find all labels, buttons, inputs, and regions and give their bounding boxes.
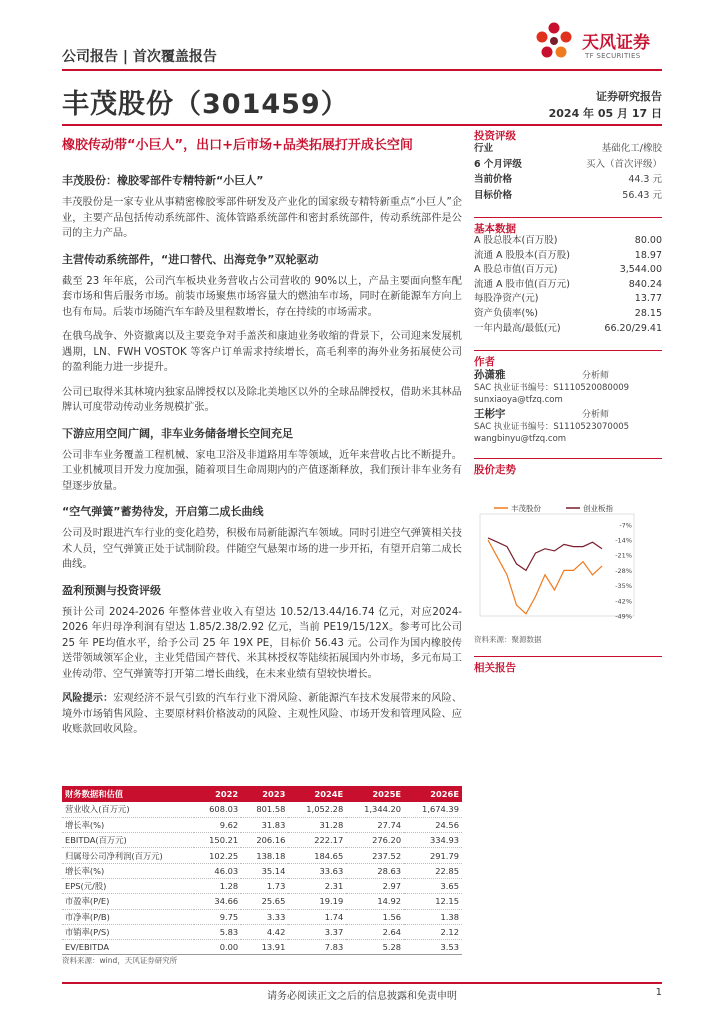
table-row xyxy=(62,924,462,939)
author-cert: SAC 执业证书编号：S1110523070005 xyxy=(474,422,630,433)
report-label: 证券研究报告 xyxy=(596,90,662,103)
section-title: 丰茂股份：橡胶零部件专精特新“小巨人” xyxy=(62,174,264,187)
basic-row: 资产负债率(%) 28.15 xyxy=(474,307,662,319)
price-trend-chart xyxy=(474,504,662,624)
author-email[interactable]: wangbinyu@tfzq.com xyxy=(474,434,567,445)
table-cell: 138.18 xyxy=(241,848,288,863)
headline: 橡胶传动带“小巨人”，出口+后市场+品类拓展打开成长空间 xyxy=(62,138,413,153)
y-tick-label: -14% xyxy=(615,536,632,545)
table-cell: 1.74 xyxy=(288,909,346,924)
logo-text: 天风证券 xyxy=(582,33,650,53)
table-cell: 608.03 xyxy=(194,802,241,817)
table-row xyxy=(62,909,462,924)
table-row-label: EV/EBITDA xyxy=(62,940,194,955)
table-row-label: EBITDA(百万元) xyxy=(62,833,194,848)
table-cell: 13.91 xyxy=(241,940,288,955)
logo-subtext: TF SECURITIES xyxy=(585,52,641,60)
table-cell: 31.83 xyxy=(241,817,288,832)
table-cell: 7.83 xyxy=(288,940,346,955)
table-cell: 12.15 xyxy=(404,894,462,909)
table-cell: 3.53 xyxy=(404,940,462,955)
author-name: 王彬宇 xyxy=(474,408,506,421)
table-row xyxy=(62,848,462,863)
table-cell: 9.75 xyxy=(194,909,241,924)
y-tick-label: -42% xyxy=(615,597,632,606)
table-row xyxy=(62,894,462,909)
author-cert: SAC 执业证书编号：S1110520080009 xyxy=(474,383,630,394)
table-row-label: 市销率(P/S) xyxy=(62,924,194,939)
table-cell: 206.16 xyxy=(241,833,288,848)
table-cell: 14.92 xyxy=(346,894,404,909)
table-cell: 1.28 xyxy=(194,878,241,893)
body-column xyxy=(62,172,462,747)
table-cell: 276.20 xyxy=(346,833,404,848)
table-cell: 34.66 xyxy=(194,894,241,909)
footer-divider xyxy=(62,982,662,984)
table-cell: 46.03 xyxy=(194,863,241,878)
basic-row: A 股总股本(百万股) 80.00 xyxy=(474,235,662,246)
table-header-year: 2026E xyxy=(404,786,462,802)
table-cell: 1.56 xyxy=(346,909,404,924)
table-cell: 3.65 xyxy=(404,878,462,893)
table-cell: 28.63 xyxy=(346,863,404,878)
section-title: 下游应用空间广阔，非车业务储备增长空间充足 xyxy=(62,426,293,440)
table-row xyxy=(62,833,462,848)
author-name: 孙潇雅 xyxy=(474,369,506,382)
table-cell: 1,052.28 xyxy=(288,802,346,817)
table-row-label: 归属母公司净利润(百万元) xyxy=(62,848,194,863)
table-header-year: 2022 xyxy=(194,786,241,802)
author-row xyxy=(474,406,662,421)
table-cell: 1,674.39 xyxy=(404,802,462,817)
table-cell: 2.31 xyxy=(288,878,346,893)
related-section xyxy=(474,656,662,673)
table-row xyxy=(62,940,462,955)
tf-logo-icon xyxy=(532,20,576,64)
company-title: 丰茂股份（301459） xyxy=(62,89,349,120)
rating-row: 当前价格 44.3 元 xyxy=(474,174,662,185)
report-type: 公司报告 | 首次覆盖报告 xyxy=(62,49,217,65)
table-cell: 5.83 xyxy=(194,924,241,939)
table-cell: 334.93 xyxy=(404,833,462,848)
paragraph: 公司已取得米其林境内独家品牌授权以及除北美地区以外的全球品牌授权，借助米其林品牌认可度带动传动业务规模扩张。 xyxy=(62,386,462,413)
basic-row: 流通 A 股市值(百万元) 840.24 xyxy=(474,278,662,290)
sidebar xyxy=(474,124,662,475)
table-cell: 801.58 xyxy=(241,802,288,817)
table-cell: 3.33 xyxy=(241,909,288,924)
section-title: 盈利预测与投资评级 xyxy=(62,583,161,597)
rating-row: 目标价格 56.43 元 xyxy=(474,189,662,201)
table-cell: 2.97 xyxy=(346,878,404,893)
table-cell: 1.38 xyxy=(404,909,462,924)
chart-source: 资料来源：聚源数据 xyxy=(474,635,542,644)
table-cell: 24.56 xyxy=(404,817,462,832)
paragraph: 丰茂股份是一家专业从事精密橡胶零部件研发及产业化的国家级专精特新重点“小巨人”企业，主要产品包括传动系统部件、流体管路系统部件和密封系统部件，传动系统部件是公司的主力产品。 xyxy=(62,197,462,239)
risk-paragraph xyxy=(62,691,462,738)
table-cell: 33.63 xyxy=(288,863,346,878)
financial-table xyxy=(62,786,462,955)
table-header-year: 2025E xyxy=(346,786,404,802)
table-cell: 2.64 xyxy=(346,924,404,939)
y-tick-label: -28% xyxy=(615,566,632,575)
rating-row: 6 个月评级 买入（首次评级） xyxy=(474,158,662,170)
author-email[interactable]: sunxiaoya@tfzq.com xyxy=(474,395,563,406)
top-divider xyxy=(62,69,662,71)
table-cell: 102.25 xyxy=(194,848,241,863)
basic-row: 流通 A 股股本(百万股) 18.97 xyxy=(474,249,662,261)
table-row-label: 市净率(P/B) xyxy=(62,909,194,924)
rating-row: 行业 基础化工/橡胶 xyxy=(474,143,662,154)
basic-row: A 股总市值(百万元) 3,544.00 xyxy=(474,264,662,276)
paragraph: 公司及时跟进汽车行业的变化趋势，积极布局新能源汽车领域。同时引进空气弹簧相关技术人员，空气弹簧正处于试制阶段。伴随空气悬架市场的进一步开拓，有望开启第二成长曲线。 xyxy=(62,528,462,570)
table-cell: 27.74 xyxy=(346,817,404,832)
y-tick-label: -21% xyxy=(615,551,632,560)
paragraph: 截至 23 年年底，公司汽车板块业务营收占公司营收的 90%以上，产品主要面向整车配套市场和售后服务市场。前装市场聚焦市场容量大的燃油车市场，同时在新能源车方向上也有布局。后装市场随汽车车龄及里程数增长，存在持续的市场需求。 xyxy=(62,275,462,318)
disclaimer-note: 请务必阅读正文之后的信息披露和免责申明 xyxy=(267,991,457,1002)
series-line xyxy=(488,538,602,571)
y-tick-label: -7% xyxy=(619,521,632,530)
y-tick-label: -49% xyxy=(615,612,632,621)
table-cell: 2.12 xyxy=(404,924,462,939)
table-header-year: 2023 xyxy=(241,786,288,802)
basic-row: 每股净资产(元) 13.77 xyxy=(474,293,662,305)
chart-frame xyxy=(480,514,634,616)
table-source: 资料来源：wind，天风证券研究所 xyxy=(62,956,178,965)
table-cell: 1,344.20 xyxy=(346,802,404,817)
table-cell: 184.65 xyxy=(288,848,346,863)
table-cell: 4.42 xyxy=(241,924,288,939)
author-row xyxy=(474,367,662,382)
table-row xyxy=(62,817,462,832)
risk-text: 宏观经济不景气引致的汽车行业下滑风险、新能源汽车技术发展带来的风险、境外市场销售风险、主要原材料价格波动的风险、主观性风险、市场开发和管理风险、应收账款回收风险。 xyxy=(62,693,463,735)
table-cell: 35.14 xyxy=(241,863,288,878)
table-header-year: 2024E xyxy=(288,786,346,802)
table-cell: 5.28 xyxy=(346,940,404,955)
report-date: 2024 年 05 月 17 日 xyxy=(548,107,662,120)
author-role: 分析师 xyxy=(582,371,610,382)
table-cell: 222.17 xyxy=(288,833,346,848)
y-tick-label: -35% xyxy=(615,582,632,591)
section-title: 主营传动系统部件，“进口替代、出海竞争”双轮驱动 xyxy=(62,252,319,266)
paragraph: 在俄乌战争、外资撤离以及主要竞争对手盖茨和康迪业务收缩的背景下，公司迎来发展机遇期，LN、FWH VOSTOK 等客户订单需求持续增长，高毛利率的海外业务拓展使公司的盈利能力进一步提升。 xyxy=(62,331,462,373)
paragraph: 公司非车业务覆盖工程机械、家电卫浴及非道路用车等领域，近年来营收占比不断提升。工业机械项目开发力度加强，随着项目生命周期内的产值逐渐释放，我们预计非车业务有望逐步放量。 xyxy=(62,449,462,492)
table-cell: 31.28 xyxy=(288,817,346,832)
page-number: 1 xyxy=(655,987,662,998)
table-row-label: 市盈率(P/E) xyxy=(62,894,194,909)
table-cell: 22.85 xyxy=(404,863,462,878)
table-row-label: EPS(元/股) xyxy=(62,878,194,893)
table-cell: 0.00 xyxy=(194,940,241,955)
table-row xyxy=(62,863,462,878)
rating-heading: 投资评级 xyxy=(474,124,662,141)
table-cell: 150.21 xyxy=(194,833,241,848)
series-line xyxy=(488,540,602,614)
table-row-label: 增长率(%) xyxy=(62,817,194,832)
basic-data-heading: 基本数据 xyxy=(474,217,662,234)
paragraph: 预计公司 2024-2026 年整体营业收入有望达 10.52/13.44/16.74 亿元，对应2024-2026 年归母净利润有望达 1.85/2.38/2.92 亿元，当前 PE19/15/12X。参考可比公司 25 年 PE均值水平，给予公司 25 年 19X PE，目标价 56.43 元。公司作为国内橡胶传送带领域领军企业，主业凭借国产替代、米其林授权等陆续拓展国内外市场，多元布局工业传动带、空气弹簧等打开第二增长曲线，在未来业绩有望较快增长。 xyxy=(62,606,462,680)
table-row xyxy=(62,802,462,817)
basic-row: 一年内最高/最低(元) 66.20/29.41 xyxy=(474,322,662,334)
table-row-label: 营业收入(百万元) xyxy=(62,802,194,817)
section-title: “空气弹簧”蓄势待发，开启第二成长曲线 xyxy=(62,505,264,518)
related-heading: 相关报告 xyxy=(474,656,662,673)
table-header-row xyxy=(62,786,462,802)
table-row xyxy=(62,878,462,893)
table-cell: 237.52 xyxy=(346,848,404,863)
table-header-label: 财务数据和估值 xyxy=(62,786,194,802)
table-row-label: 增长率(%) xyxy=(62,863,194,878)
table-cell: 291.79 xyxy=(404,848,462,863)
author-role: 分析师 xyxy=(582,410,610,421)
table-cell: 1.73 xyxy=(241,878,288,893)
authors-heading: 作者 xyxy=(474,350,662,367)
table-cell: 3.37 xyxy=(288,924,346,939)
legend-label: 丰茂股份 xyxy=(511,504,541,513)
legend-label: 创业板指 xyxy=(583,504,613,513)
risk-label: 风险提示： xyxy=(62,693,114,704)
table-cell: 19.19 xyxy=(288,894,346,909)
table-cell: 9.62 xyxy=(194,817,241,832)
table-cell: 25.65 xyxy=(241,894,288,909)
chart-heading: 股价走势 xyxy=(474,458,662,475)
